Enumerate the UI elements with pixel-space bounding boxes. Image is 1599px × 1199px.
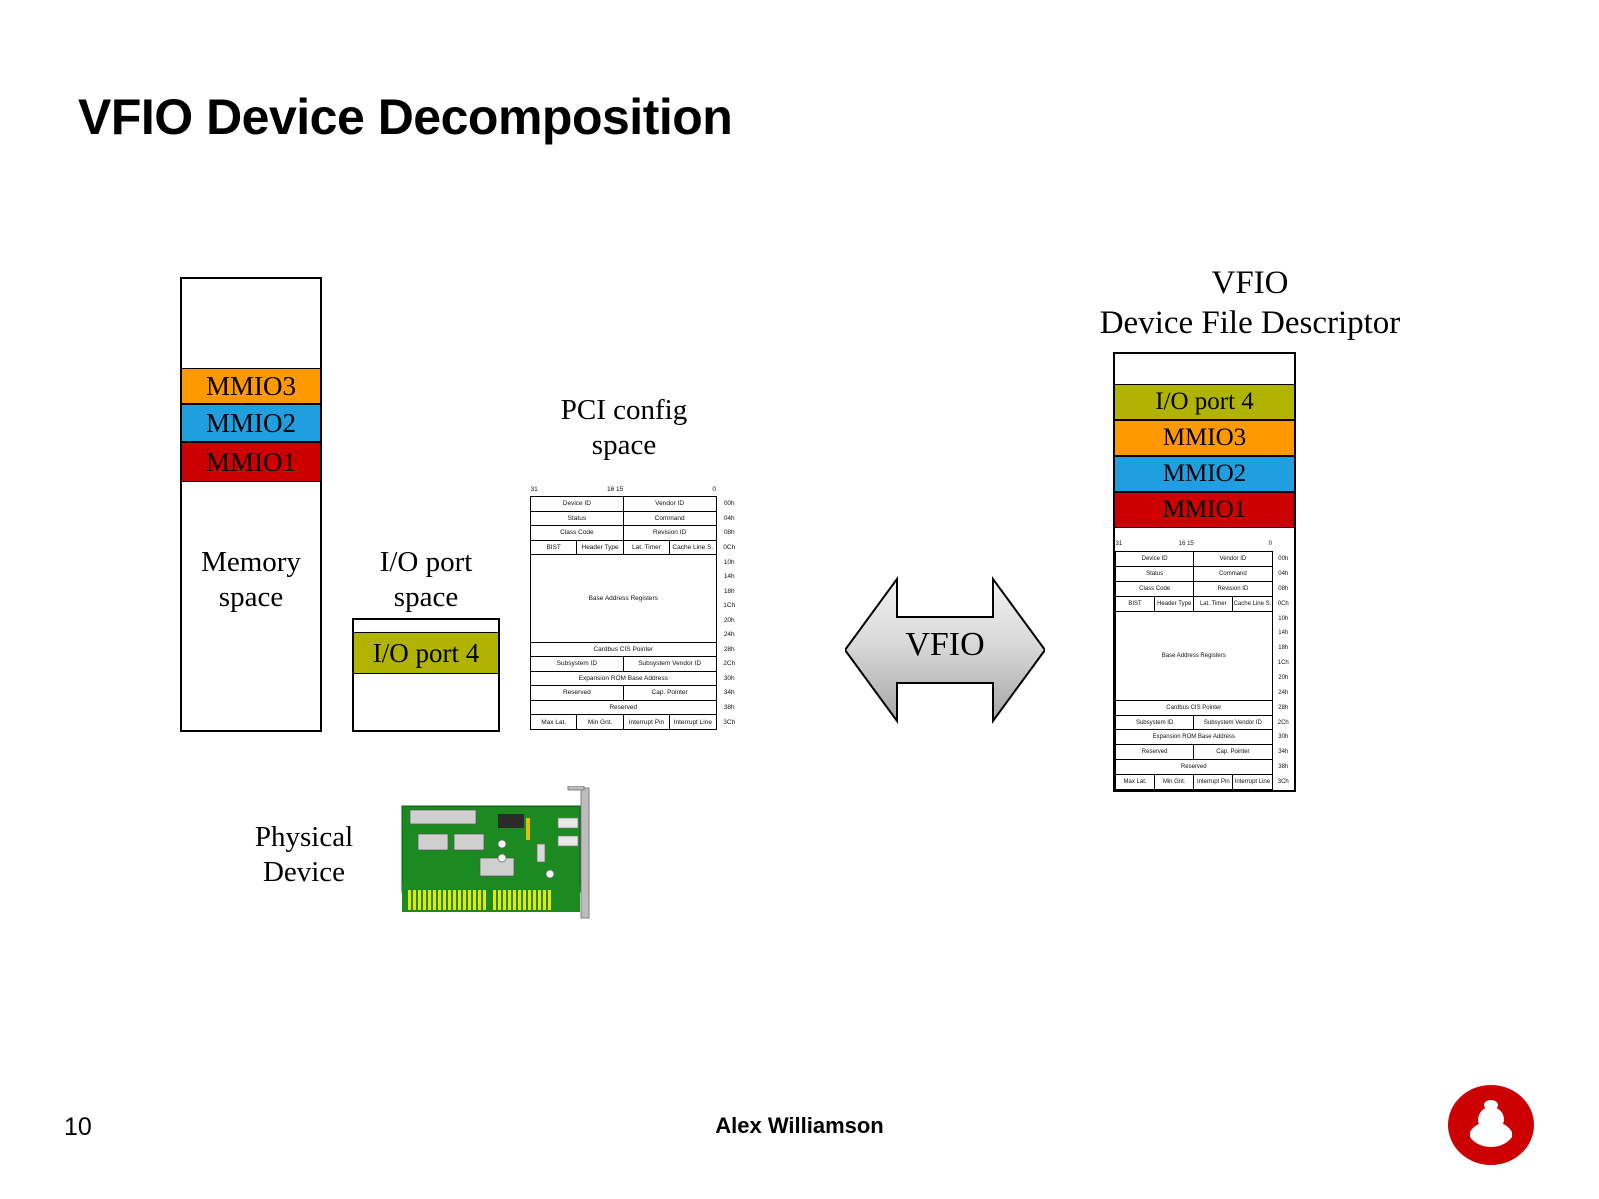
footer-author: Alex Williamson (715, 1113, 884, 1138)
memory-band-mmio1: MMIO1 (180, 442, 322, 482)
fd-band-ioport4: I/O port 4 (1113, 384, 1296, 420)
page-number: 10 (64, 1113, 92, 1141)
vfio-fd-config-table: 31 16 15 0 Device ID Vendor ID 00h Status Command 04h Class Code Revision ID 08h BIST Header Type Lat. Timer Cache Line S. 0Ch Base Address Registers 10h 14h 18h 1Ch 20h 24h Cardbus CIS Pointer 28h Subsystem ID Subsystem Vendor ID 2Ch Expansion ROM Base Address 30h Reserved Cap. Pointer 34h Reserved 38h Max Lat. Min Gnt. Interrupt Pin Interrupt Line 3Ch (1115, 537, 1294, 790)
fd-band-mmio2: MMIO2 (1113, 456, 1296, 492)
memory-band-mmio2: MMIO2 (180, 404, 322, 442)
memory-space-label-line2: space (218, 581, 284, 614)
vfio-fd-title-line2: Device File Descriptor (1099, 305, 1401, 342)
io-port-space-label (340, 545, 512, 616)
memory-space-box (180, 277, 322, 732)
pci-config-space-table: 31 16 15 0 Device ID Vendor ID 00h Status Command 04h Class Code Revision ID 08h BIST Header Type Lat. Timer Cache Line S. 0Ch Base Address Registers 10h 14h 18h 1Ch 20h 24h Cardbus CIS Pointer 28h Subsystem ID Subsystem Vendor ID 2Ch Expansion ROM Base Address 30h Reserved Cap. Pointer 34h Reserved 38h Max Lat. Min Gnt. Interrupt Pin Interrupt Line 3Ch (530, 482, 742, 730)
pci-config-space-label-line1: PCI config (560, 394, 688, 426)
io-port-space-label-line1: I/O port (379, 546, 473, 578)
vfio-arrow-label: VFIO (905, 626, 985, 663)
physical-device-label-line1: Physical (254, 821, 354, 853)
memory-band-mmio3: MMIO3 (180, 368, 322, 404)
fd-band-mmio1: MMIO1 (1113, 492, 1296, 528)
vfio-fd-title (1000, 263, 1500, 344)
page-title: VFIO Device Decomposition (78, 89, 733, 145)
fd-band-mmio3: MMIO3 (1113, 420, 1296, 456)
red-hat-logo (1448, 1085, 1534, 1165)
memory-space-label (180, 545, 322, 616)
vfio-fd-title-line1: VFIO (1211, 265, 1289, 301)
pci-card-image (398, 786, 596, 920)
io-port-space-label-line2: space (393, 581, 459, 614)
pci-config-space-label (516, 393, 732, 464)
pci-config-space-label-line2: space (591, 429, 657, 462)
physical-device-label (236, 820, 372, 891)
memory-space-label-line1: Memory (201, 546, 301, 578)
physical-device-label-line2: Device (262, 856, 346, 889)
io-band-ioport4: I/O port 4 (352, 632, 500, 674)
